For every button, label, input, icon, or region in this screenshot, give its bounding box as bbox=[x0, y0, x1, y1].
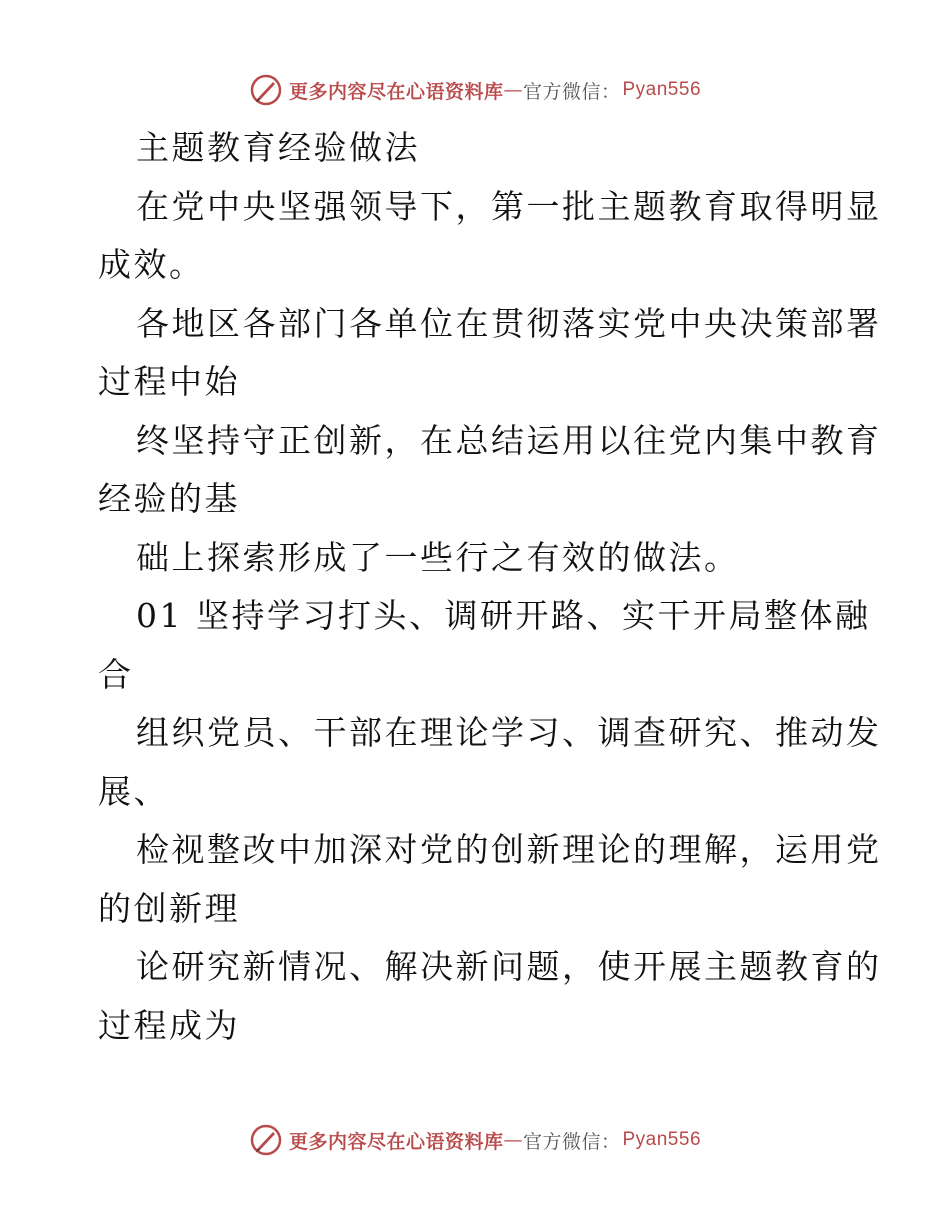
paragraph-line: 论研究新情况、解决新问题，使开展主题教育的 bbox=[136, 947, 882, 986]
paragraph-line: 展、 bbox=[98, 771, 169, 811]
watermark-label: 官方微信： bbox=[522, 1130, 621, 1153]
paragraph-line: 在党中央坚强领导下，第一批主题教育取得明显 bbox=[136, 186, 882, 226]
feather-pen-icon bbox=[249, 73, 283, 107]
watermark-brand: 更多内容尽在心语资料库 bbox=[288, 1130, 504, 1153]
header-watermark bbox=[0, 70, 950, 110]
footer-watermark bbox=[0, 1120, 950, 1160]
watermark-wechat-id: Pyan556 bbox=[622, 79, 702, 100]
paragraph-line: 础上探索形成了一些行之有效的做法。 bbox=[136, 537, 740, 577]
paragraph-line: 各地区各部门各单位在贯彻落实党中央决策部署 bbox=[136, 303, 882, 343]
paragraph-line: 过程成为 bbox=[98, 1005, 240, 1045]
paragraph-line: 经验的基 bbox=[98, 479, 240, 518]
paragraph-line: 终坚持守正创新，在总结运用以往党内集中教育 bbox=[136, 420, 882, 460]
watermark-wechat-id: Pyan556 bbox=[622, 1129, 702, 1150]
paragraph-line: 的创新理 bbox=[98, 888, 240, 928]
feather-pen-icon bbox=[249, 1123, 283, 1157]
watermark-brand: 更多内容尽在心语资料库 bbox=[288, 80, 504, 103]
document-body bbox=[98, 119, 882, 1055]
watermark-label: 官方微信： bbox=[522, 80, 621, 103]
watermark-dash: — bbox=[503, 1129, 523, 1151]
watermark-dash: — bbox=[503, 79, 523, 101]
paragraph-line: 成效。 bbox=[98, 245, 205, 284]
section-heading: 01 坚持学习打头、调研开路、实干开局整体融 bbox=[136, 596, 871, 635]
paragraph-line: 过程中始 bbox=[98, 362, 240, 401]
section-heading-continued: 合 bbox=[98, 654, 134, 694]
paragraph-line: 组织党员、干部在理论学习、调查研究、推动发 bbox=[136, 713, 882, 752]
doc-title: 主题教育经验做法 bbox=[136, 128, 420, 167]
paragraph-line: 检视整改中加深对党的创新理论的理解，运用党 bbox=[136, 830, 882, 869]
